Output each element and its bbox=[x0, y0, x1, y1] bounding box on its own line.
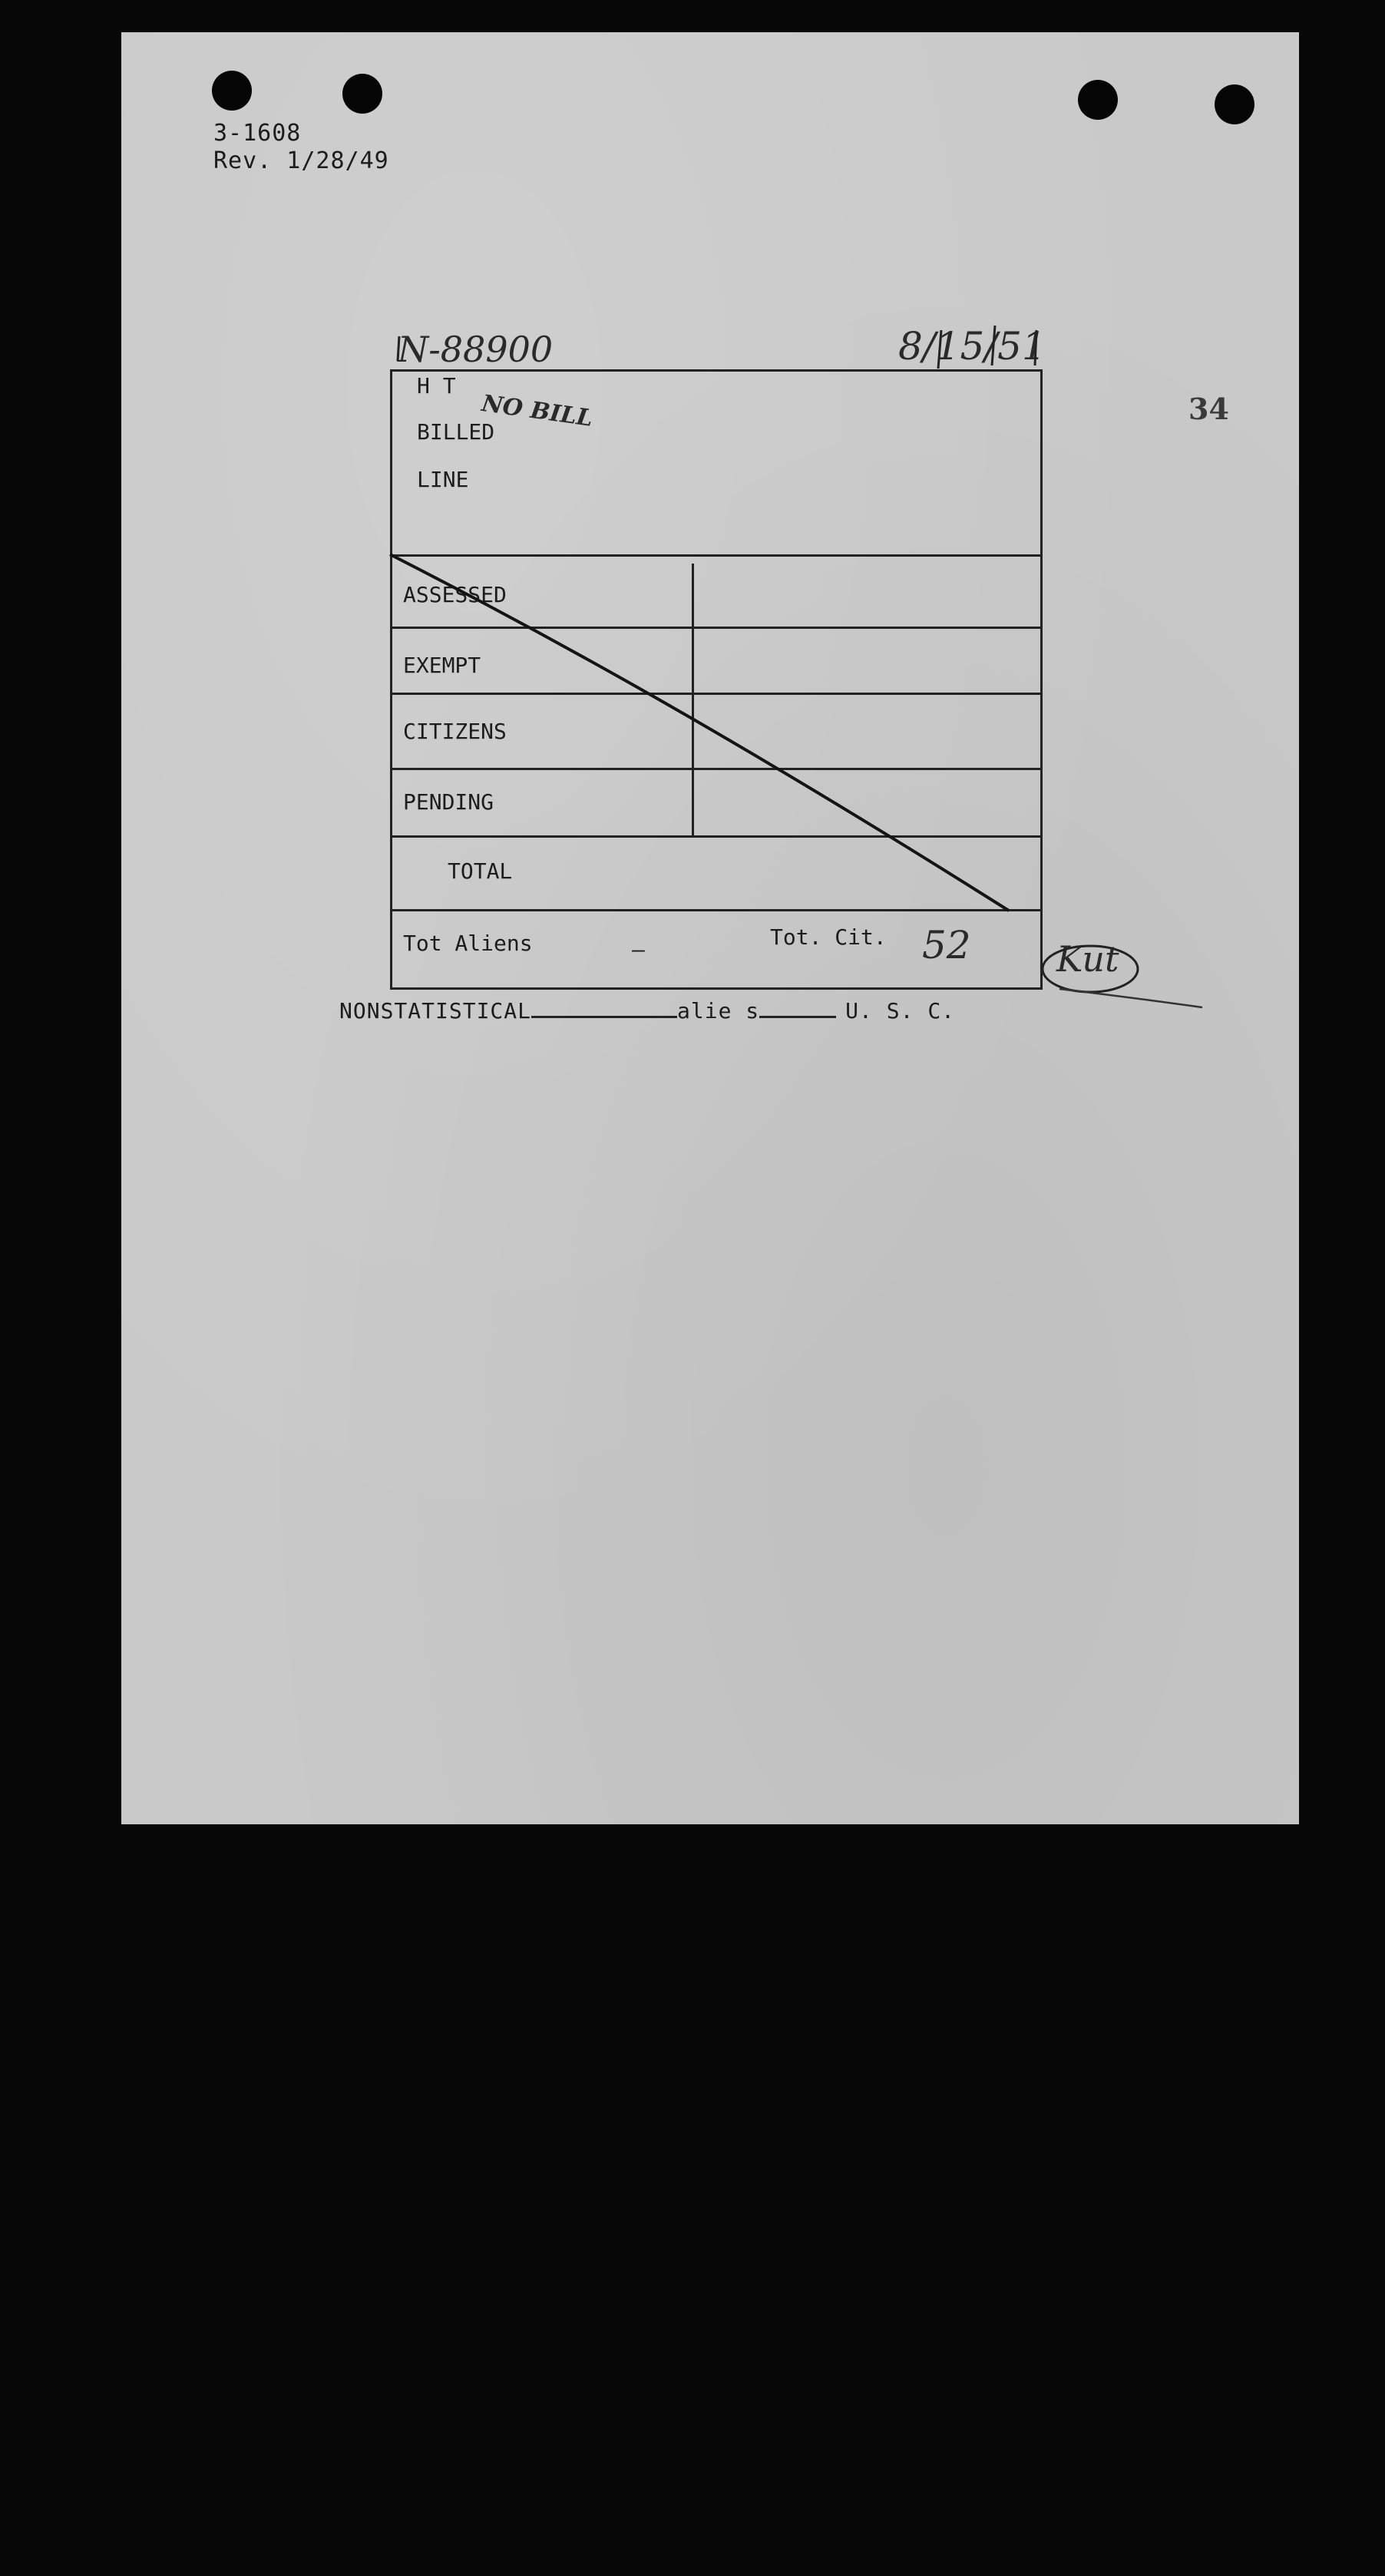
punch-hole bbox=[1215, 84, 1254, 124]
nonstatistical-label: NONSTATISTICAL bbox=[339, 998, 532, 1023]
nonstatistical-blank bbox=[531, 1016, 677, 1018]
punch-hole bbox=[342, 74, 382, 114]
aliens-label: alie s bbox=[677, 998, 760, 1023]
row-assessed: ASSESSED bbox=[403, 582, 507, 607]
form-revision: Rev. 1/28/49 bbox=[213, 147, 389, 174]
punch-hole bbox=[1078, 80, 1118, 120]
header-line-billed: BILLED bbox=[417, 419, 495, 445]
header-line-line: LINE bbox=[417, 467, 469, 492]
tot-aliens-value: — bbox=[632, 937, 645, 962]
aliens-blank bbox=[759, 1016, 836, 1018]
usc-label: U. S. C. bbox=[845, 998, 956, 1023]
initials-signature: Kut bbox=[1056, 938, 1119, 980]
tot-cit-value: 52 bbox=[922, 923, 971, 967]
tot-aliens-label: Tot Aliens bbox=[403, 931, 533, 956]
header-line-ht: H T bbox=[417, 373, 456, 398]
case-number: N-88900 bbox=[398, 329, 554, 370]
row-exempt: EXEMPT bbox=[403, 653, 481, 678]
page-number: 34 bbox=[1188, 392, 1229, 426]
row-pending: PENDING bbox=[403, 789, 494, 815]
punch-hole bbox=[212, 71, 252, 111]
tot-cit-label: Tot. Cit. bbox=[770, 924, 887, 950]
tally-form bbox=[390, 369, 1043, 990]
row-citizens: CITIZENS bbox=[403, 719, 507, 744]
row-total: TOTAL bbox=[448, 858, 513, 884]
nonstatistical-line bbox=[339, 998, 955, 1023]
form-number: 3-1608 bbox=[213, 120, 302, 147]
date-handwritten: 8/15/51 bbox=[898, 324, 1046, 369]
no-bill-stamp: NO BILL bbox=[480, 390, 595, 432]
